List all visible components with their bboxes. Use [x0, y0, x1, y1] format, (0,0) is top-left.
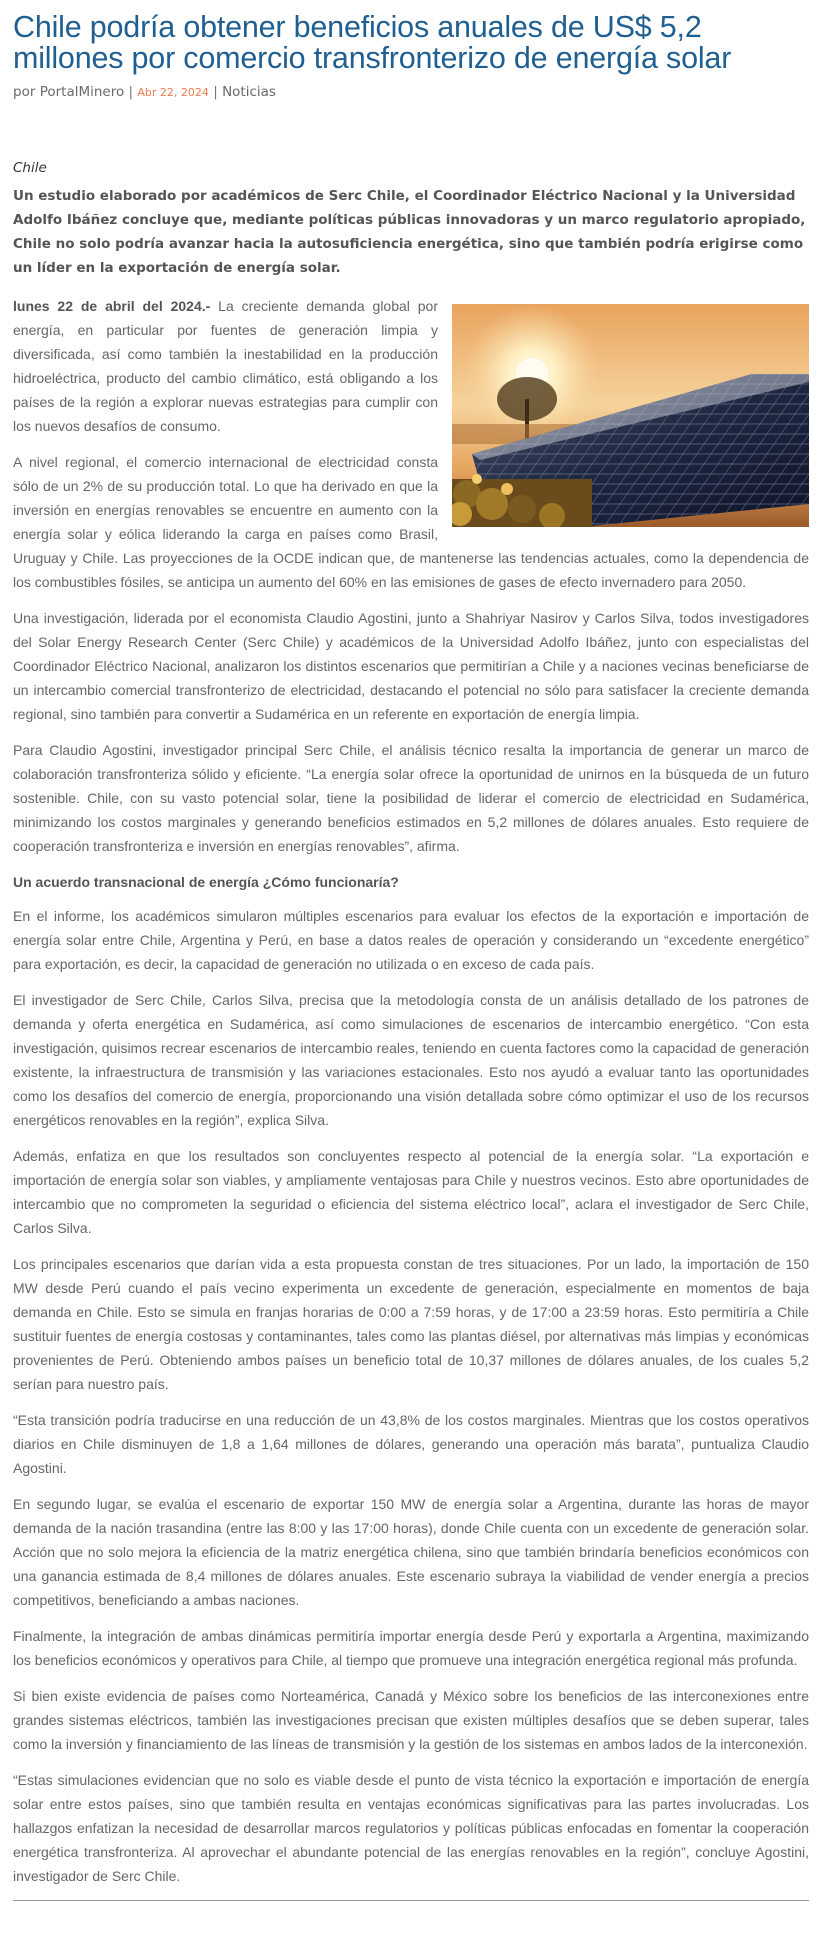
byline-prefix: por: [13, 84, 36, 100]
paragraph-4: Para Claudio Agostini, investigador principal Serc Chile, el análisis técnico resalta la importancia de generar un marco de colaboración transfronteriza sólido y eficiente. “La energía solar ofrece la oportunidad de unirnos en la búsqueda de un futuro sostenible. Chile, con su vasto potencial solar, tiene la posibilidad de liderar el comercio de electricidad en Sudamérica, minimizando los costos marginales y generando beneficios estimados en 5,2 millones de dólares anuales. Esto requiere de cooperación transfronteriza e inversión en energías renovables”, afirma.: [13, 742, 809, 854]
paragraph-2: A nivel regional, el comercio internacional de electricidad consta sólo de un 2% de su producción total. Lo que ha derivado en que la inversión en energías renovables se encuentre en aumento con la energía solar y eólica liderando la carga en países como Brasil, Uruguay y Chile. Las proyecciones de la OCDE indican que, de mantenerse las tendencias actuales, como la dependencia de los combustibles fósiles, se anticipa un aumento del 60% en las emisiones de gases de efecto invernadero para 2050.: [13, 454, 809, 590]
article-title: Chile podría obtener beneficios anuales de US$ 5,2 millones por comercio transfronterizo de energía solar: [13, 10, 732, 75]
paragraph-9: “Esta transición podría traducirse en una reducción de un 43,8% de los costos marginales. Mientras que los costos operativos diarios en Chile disminuyen de 1,8 a 1,64 millones de dólares, generando una operación más barata”, puntualiza Claudio Agostini.: [13, 1412, 809, 1476]
byline: [13, 84, 809, 100]
dateline: lunes 22 de abril del 2024.-: [13, 298, 211, 314]
paragraph-6: El investigador de Serc Chile, Carlos Silva, precisa que la metodología consta de un análisis detallado de los patrones de demanda y oferta energética en Sudamérica, así como simulaciones de escenarios de intercambio energético. “Con esta investigación, quisimos recrear escenarios de intercambio reales, teniendo en cuenta factores como la capacidad de generación existente, la infraestructura de transmisión y las variaciones estacionales. Esto nos ayudó a evaluar tanto las oportunidades como los desafíos del comercio de energía, proporcionando una visión detallada sobre cómo optimizar el uso de los recursos energéticos renovables en la región”, explica Silva.: [13, 992, 809, 1128]
section-subheading: Un acuerdo transnacional de energía ¿Cómo funcionaría?: [13, 874, 399, 890]
paragraph-1-text: La creciente demanda global por energía, en particular por fuentes de generación limpia y diversificada, así como también la inestabilidad en la producción hidroeléctrica, producto del cambio climático, está obligando a los países de la región a explorar nuevas estrategias para cumplir con los nuevos desafíos de consumo.: [13, 298, 438, 434]
paragraph-7: Además, enfatiza en que los resultados son concluyentes respecto al potencial de la energía solar. “La exportación e importación de energía solar son viables, y ampliamente ventajosas para Chile y nuestros vecinos. Esto abre oportunidades de intercambio que no comprometen la seguridad o eficiencia del sistema eléctrico local”, aclara el investigador de Serc Chile, Carlos Silva.: [13, 1148, 809, 1236]
paragraph-10: En segundo lugar, se evalúa el escenario de exportar 150 MW de energía solar a Argentina, durante las horas de mayor demanda de la nación trasandina (entre las 8:00 y las 17:00 horas), donde Chile cuenta con un excedente de generación solar. Acción que no solo mejora la eficiencia de la matriz energética chilena, sino que también brindaría beneficios económicos con una ganancia estimada de 8,4 millones de dólares anuales. Este escenario subraya la viabilidad de vender energía a precios competitivos, beneficiando a ambas naciones.: [13, 1496, 809, 1608]
byline-separator: |: [128, 84, 134, 100]
category-link[interactable]: Noticias: [222, 84, 276, 100]
paragraph-8: Los principales escenarios que darían vida a esta propuesta constan de tres situaciones. Por un lado, la importación de 150 MW desde Perú cuando el país vecino experimenta un excedente de generación, especialmente en momentos de baja demanda en Chile. Esto se simula en franjas horarias de 0:00 a 7:59 horas, y de 17:00 a 23:59 horas. Esto permitiría a Chile sustituir fuentes de energía costosas y contaminantes, tales como las plantas diésel, por alternativas más limpias y económicas provenientes de Perú. Obteniendo ambos países un beneficio total de 10,37 millones de dólares anuales, de los cuales 5,2 serían para nuestro país.: [13, 1256, 809, 1392]
location-label: Chile: [13, 160, 47, 176]
paragraph-5: En el informe, los académicos simularon múltiples escenarios para evaluar los efectos de la exportación e importación de energía solar entre Chile, Argentina y Perú, en base a datos reales de operación y considerando un “excedente energético” para exportación, es decir, la capacidad de generación no utilizada o en exceso de cada país.: [13, 908, 809, 972]
paragraph-12: Si bien existe evidencia de países como Norteamérica, Canadá y México sobre los beneficios de las interconexiones entre grandes sistemas eléctricos, también las investigaciones precisan que existen múltiples desafíos que se deben superar, tales como la inversión y financiamiento de las líneas de transmisión y la gestión de los sistemas en ambos lados de la interconexión.: [13, 1688, 809, 1752]
paragraph-13: “Estas simulaciones evidencian que no solo es viable desde el punto de vista técnico la exportación e importación de energía solar entre estos países, sino que también resulta en ventajas económicas significativas para las partes involucradas. Los hallazgos enfatizan la necesidad de desarrollar marcos regulatorios y políticas públicas enfocadas en fomentar la cooperación energética transfronteriza. Al aprovechar el abundante potencial de las energías renovables en la región”, concluye Agostini, investigador de Serc Chile.: [13, 1772, 809, 1884]
article-lead: Un estudio elaborado por académicos de Serc Chile, el Coordinador Eléctrico Nacional y la Universidad Adolfo Ibáñez concluye que, mediante políticas públicas innovadoras y un marco regulatorio apropiado, Chile no solo podría avanzar hacia la autosuficiencia energética, sino que también podría erigirse como un líder en la exportación de energía solar.: [13, 188, 806, 276]
paragraph-11: Finalmente, la integración de ambas dinámicas permitiría importar energía desde Perú y exportarla a Argentina, maximizando los beneficios económicos y operativos para Chile, al tiempo que promueve una integración energética regional más profunda.: [13, 1628, 809, 1668]
publish-date: Abr 22, 2024: [137, 86, 209, 99]
article-body: [13, 294, 809, 1888]
byline-separator-2: |: [213, 84, 218, 100]
divider: [13, 1900, 809, 1901]
solar-panels-photo: [452, 304, 809, 527]
author-link[interactable]: PortalMinero: [39, 84, 125, 100]
paragraph-3: Una investigación, liderada por el economista Claudio Agostini, junto a Shahriyar Nasirov y Carlos Silva, todos investigadores del Solar Energy Research Center (Serc Chile) y académicos de la Universidad Adolfo Ibáñez, junto con especialistas del Coordinador Eléctrico Nacional, analizaron los distintos escenarios que permitirían a Chile y a naciones vecinas beneficiarse de un intercambio comercial transfronterizo de electricidad, destacando el potencial no sólo para satisfacer la creciente demanda regional, sino también para convertir a Sudamérica en un referente en exportación de energía limpia.: [13, 610, 809, 722]
